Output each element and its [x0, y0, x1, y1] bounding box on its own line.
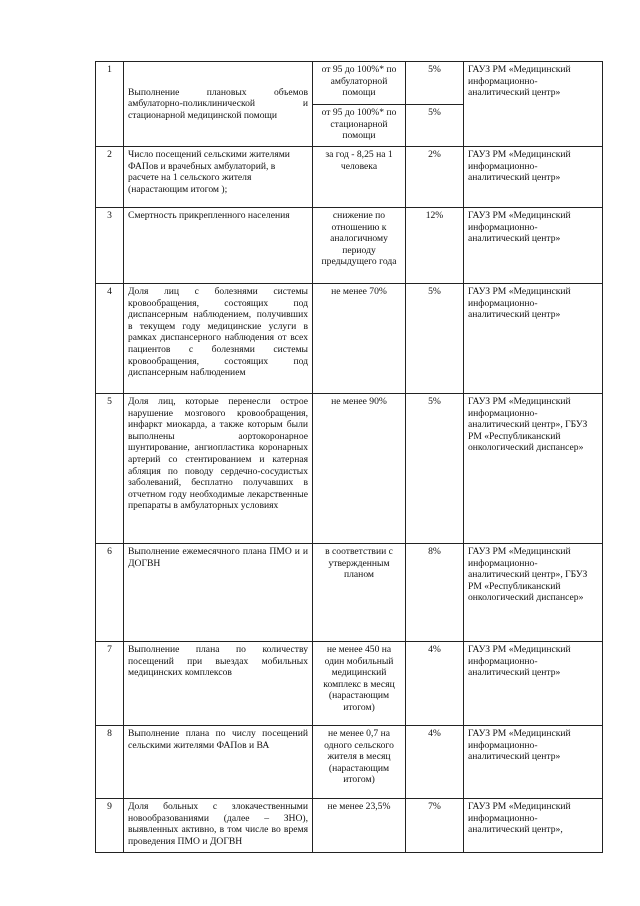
criteria-table: [95, 61, 603, 853]
weight-cell: 2%: [406, 147, 464, 208]
weight-cell: 7%: [406, 799, 464, 853]
target-value-cell: не менее 0,7 на одного сельского жителя в месяц (нарастающим итогом): [313, 726, 406, 799]
table-row: [96, 642, 603, 726]
weight-cell: 5%: [406, 62, 464, 105]
indicator-cell: Выполнение плановых объемов амбулаторно-поликлинической и стационарной медицинской помощи: [124, 62, 313, 147]
weight-cell: 12%: [406, 208, 464, 284]
source-cell: ГАУЗ РМ «Медицинский информационно-аналитический центр», ГБУЗ РМ «Республиканский онкологический диспансер»: [464, 394, 603, 544]
weight-cell: 5%: [406, 105, 464, 147]
row-number: 3: [96, 208, 124, 284]
row-number: 5: [96, 394, 124, 544]
source-cell: ГАУЗ РМ «Медицинский информационно-аналитический центр»: [464, 642, 603, 726]
indicator-cell: Число посещений сельскими жителями ФАПов и врачебных амбулаторий, в расчете на 1 сельского жителя (нарастающим итогом );: [124, 147, 313, 208]
row-number: 1: [96, 62, 124, 147]
table-row: [96, 726, 603, 799]
source-cell: ГАУЗ РМ «Медицинский информационно-аналитический центр»: [464, 62, 603, 147]
target-value-cell: снижение по отношению к аналогичному периоду предыдущего года: [313, 208, 406, 284]
target-value-cell: не менее 450 на один мобильный медицинский комплекс в месяц (нарастающим итогом): [313, 642, 406, 726]
table-row: [96, 799, 603, 853]
indicator-cell: Доля больных с злокачественными новообразованиями (далее – ЗНО), выявленных активно, в том числе во время проведения ПМО и ДОГВН: [124, 799, 313, 853]
row-number: 8: [96, 726, 124, 799]
indicator-cell: Выполнение плана по количеству посещений при выездах мобильных медицинских комплексов: [124, 642, 313, 726]
target-value-cell: не менее 23,5%: [313, 799, 406, 853]
indicator-cell: Доля лиц с болезнями системы кровообращения, состоящих под диспансерным наблюдением, получивших в текущем году медицинские услуги в рамках диспансерного наблюдения от всех пациентов с болезнями системы кровообращения, состоящих под диспансерным наблюдением: [124, 284, 313, 394]
source-cell: ГАУЗ РМ «Медицинский информационно-аналитический центр»: [464, 726, 603, 799]
weight-cell: 5%: [406, 394, 464, 544]
row-number: 7: [96, 642, 124, 726]
weight-cell: 8%: [406, 544, 464, 642]
indicator-cell: Доля лиц, которые перенесли острое нарушение мозгового кровообращения, инфаркт миокарда, а также которым были выполнены аортокоронарное шунтирование, ангиопластика коронарных артерий со стентированием и катерная абляция по поводу сердечно-сосудистых заболеваний, бесплатно получавших в отчетном году необходимые лекарственные препараты в амбулаторных условиях: [124, 394, 313, 544]
target-value-cell: не менее 70%: [313, 284, 406, 394]
indicator-cell: Выполнение ежемесячного плана ПМО и и ДОГВН: [124, 544, 313, 642]
target-value-cell: не менее 90%: [313, 394, 406, 544]
table-row: [96, 284, 603, 394]
source-cell: ГАУЗ РМ «Медицинский информационно-аналитический центр»: [464, 147, 603, 208]
source-cell: ГАУЗ РМ «Медицинский информационно-аналитический центр»,: [464, 799, 603, 853]
indicator-cell: Смертность прикрепленного населения: [124, 208, 313, 284]
row-number: 4: [96, 284, 124, 394]
weight-cell: 4%: [406, 642, 464, 726]
table-row: [96, 394, 603, 544]
target-value-cell: от 95 до 100%* по стационарной помощи: [313, 105, 406, 147]
table-row: [96, 62, 603, 105]
table-row: [96, 544, 603, 642]
weight-cell: 5%: [406, 284, 464, 394]
target-value-cell: за год - 8,25 на 1 человека: [313, 147, 406, 208]
row-number: 6: [96, 544, 124, 642]
target-value-cell: от 95 до 100%* по амбулаторной помощи: [313, 62, 406, 105]
source-cell: ГАУЗ РМ «Медицинский информационно-аналитический центр»: [464, 284, 603, 394]
source-cell: ГАУЗ РМ «Медицинский информационно-аналитический центр», ГБУЗ РМ «Республиканский онкологический диспансер»: [464, 544, 603, 642]
source-cell: ГАУЗ РМ «Медицинский информационно-аналитический центр»: [464, 208, 603, 284]
table-row: [96, 147, 603, 208]
row-number: 9: [96, 799, 124, 853]
row-number: 2: [96, 147, 124, 208]
table-row: [96, 208, 603, 284]
weight-cell: 4%: [406, 726, 464, 799]
target-value-cell: в соответствии с утвержденным планом: [313, 544, 406, 642]
indicator-cell: Выполнение плана по числу посещений сельскими жителями ФАПов и ВА: [124, 726, 313, 799]
